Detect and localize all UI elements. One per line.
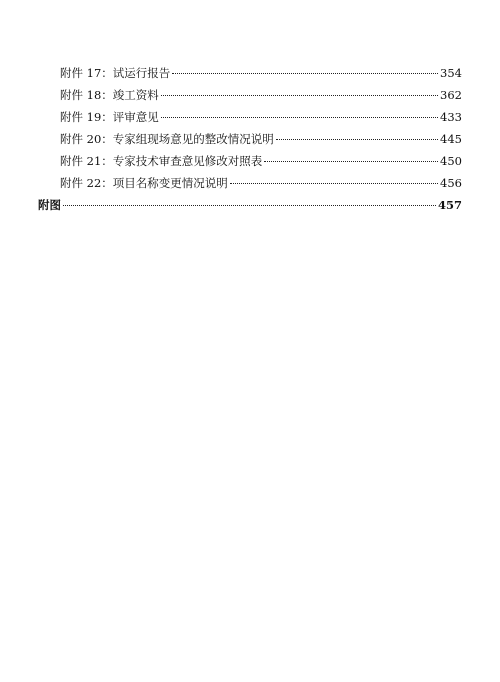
toc-entry-separator: ： [101,66,113,80]
toc-entry-page: 354 [440,66,462,80]
toc-entry-label: 附件 19 [60,110,102,124]
toc-entry-attachment-17 [38,62,462,84]
toc-entry-title: 项目名称变更情况说明 [112,176,228,190]
toc-entry-label: 附件 20 [60,132,102,146]
toc-entry-appendix-figures [38,194,462,216]
dot-leader [276,139,438,140]
dot-leader [230,183,438,184]
toc-entry-label: 附件 17 [60,66,102,80]
toc-entry-page: 456 [440,176,462,190]
toc-entry-separator: ： [101,132,113,146]
toc-entry-attachment-19 [38,106,462,128]
toc-entry-page: 450 [440,154,462,168]
toc-entry-attachment-21 [38,150,462,172]
toc-entry-separator: ： [101,110,113,124]
toc-entry-attachment-22 [38,172,462,194]
toc-entry-page: 362 [440,88,462,102]
toc-entry-attachment-20 [38,128,462,150]
toc-entry-title: 专家组现场意见的整改情况说明 [112,132,274,146]
toc-entry-page: 445 [440,132,462,146]
dot-leader [161,95,438,96]
toc-entry-title: 专家技术审查意见修改对照表 [112,154,263,168]
dot-leader [172,73,438,74]
toc-entry-title: 附图 [38,198,61,212]
dot-leader [63,205,436,206]
toc-entry-title: 竣工资料 [112,88,159,102]
toc-entry-title: 试运行报告 [112,66,171,80]
toc-entry-page: 433 [440,110,462,124]
dot-leader [264,161,438,162]
toc-entry-label: 附件 21 [60,154,102,168]
toc-entry-label: 附件 22 [60,176,102,190]
table-of-contents [38,62,462,216]
toc-entry-separator: ： [101,88,113,102]
toc-entry-separator: ： [101,154,113,168]
toc-entry-label: 附件 18 [60,88,102,102]
toc-entry-separator: ： [101,176,113,190]
toc-entry-attachment-18 [38,84,462,106]
toc-entry-title: 评审意见 [112,110,159,124]
toc-entry-page: 457 [437,198,462,212]
dot-leader [161,117,438,118]
